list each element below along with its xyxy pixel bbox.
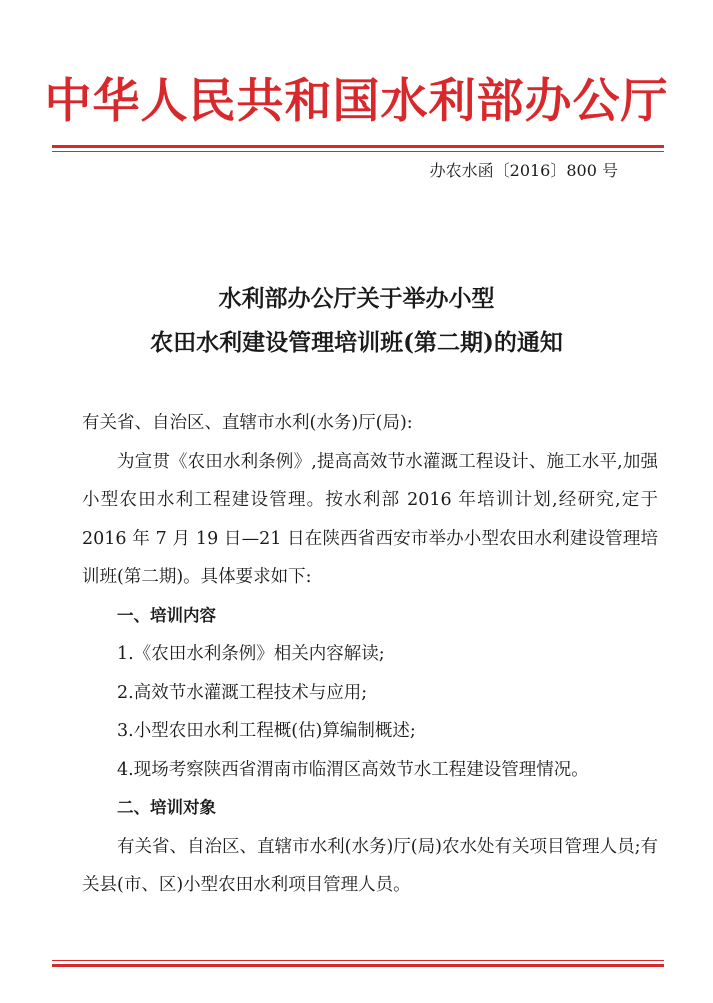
intro-paragraph: 为宣贯《农田水利条例》,提高高效节水灌溉工程设计、施工水平,加强小型农田水利工程建设管理。按水利部 2016 年培训计划,经研究,定于 2016 年 7 月 19 日—21 日在陕西省西安市举办小型农田水利建设管理培训班(第二期)。具体要求如下: [82,451,658,587]
section-1-item-2: 2.高效节水灌溉工程技术与应用; [117,682,368,703]
header-red-rule-thin [52,151,664,152]
section-1-item-3: 3.小型农田水利工程概(估)算编制概述; [117,721,416,741]
notice-title-line-1: 水利部办公厅关于举办小型 [218,285,495,312]
salutation: 有关省、自治区、直辖市水利(水务)厅(局): [82,413,413,433]
section-2-heading: 二、培训对象 [117,798,216,817]
footer-red-rule-thin [52,960,664,961]
notice-title [0,277,713,365]
section-1-item-4: 4.现场考察陕西省渭南市临渭区高效节水工程建设管理情况。 [117,759,589,780]
notice-body [82,404,658,905]
section-2-paragraph: 有关省、自治区、直辖市水利(水务)厅(局)农水处有关项目管理人员;有关县(市、区)小型农田水利项目管理人员。 [82,836,658,895]
issuing-organization-title: 中华人民共和国水利部办公厅 [44,74,669,129]
footer-red-rule-thick [52,964,664,967]
header-red-rule-thick [52,145,664,148]
notice-title-line-2: 农田水利建设管理培训班(第二期)的通知 [150,329,563,356]
section-1-heading: 一、培训内容 [117,605,216,625]
section-1-item-1: 1.《农田水利条例》相关内容解读; [117,644,385,664]
document-number: 办农水函〔2016〕800 号 [429,161,618,180]
